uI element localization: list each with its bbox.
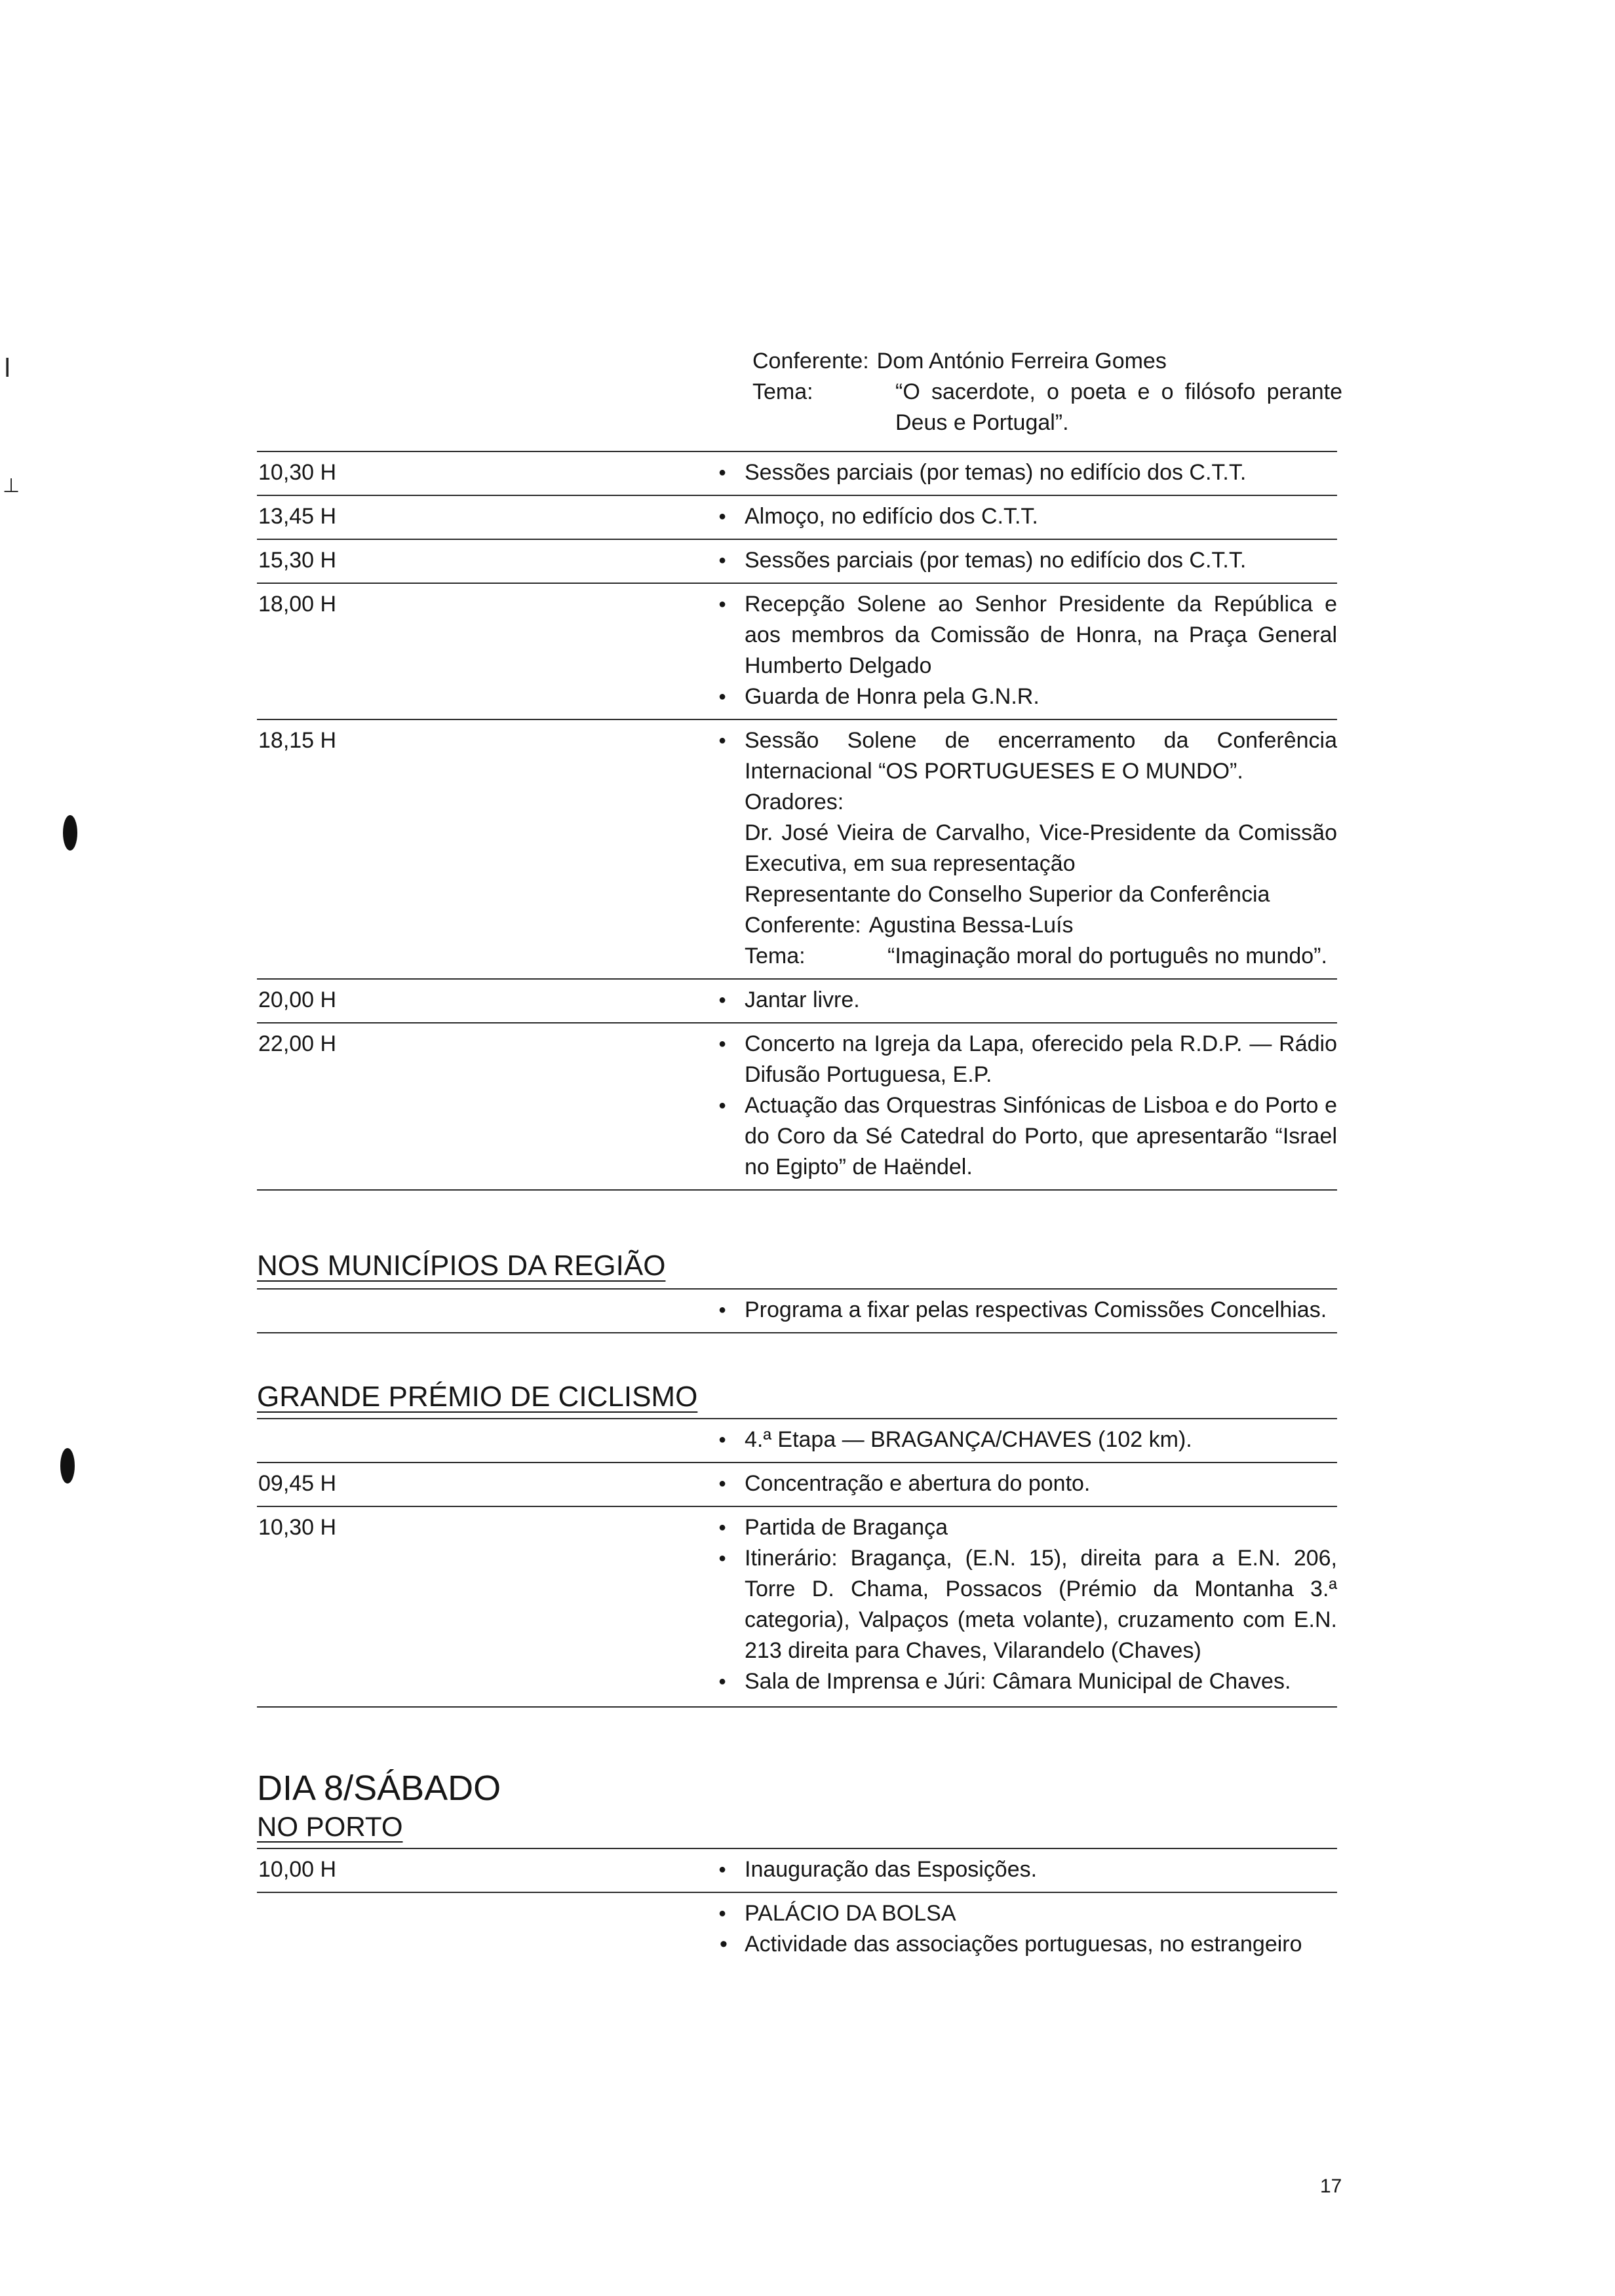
- time-label: 10,30 H: [258, 1515, 337, 1540]
- list-item: ● Jantar livre.: [716, 985, 1337, 1016]
- tema-value: “O sacerdote, o poeta e o filósofo perante Deus e Portugal”.: [895, 379, 1342, 435]
- divider: [257, 1189, 1337, 1191]
- time-label: 15,30 H: [258, 548, 337, 573]
- time-label: 10,00 H: [258, 1857, 337, 1882]
- list-item: ● Programa a fixar pelas respectivas Comissões Concelhias.: [716, 1295, 1337, 1326]
- time-label: 09,45 H: [258, 1471, 337, 1496]
- list-item: ● Almoço, no edifício dos C.T.T.: [716, 501, 1337, 532]
- schedule-row: [257, 451, 1337, 495]
- section-heading-municipios: NOS MUNICÍPIOS DA REGIÃO: [257, 1250, 666, 1282]
- municipios-section: [257, 1288, 1337, 1333]
- tema-label: Tema:: [745, 944, 806, 968]
- time-label: 13,45 H: [258, 504, 337, 529]
- schedule-row: [257, 1506, 1337, 1704]
- time-label: 18,00 H: [258, 592, 337, 617]
- tema-value: “Imaginação moral do português no mundo”.: [887, 944, 1327, 968]
- tema-line: [745, 941, 1337, 972]
- schedule-row: [257, 1848, 1337, 1892]
- tema-label: Tema:: [752, 379, 813, 404]
- divider: [257, 1332, 1337, 1333]
- divider: [257, 1706, 1337, 1708]
- list-item: ● 4.ª Etapa — BRAGANÇA/CHAVES (102 km).: [716, 1425, 1337, 1455]
- orador-entry: Representante do Conselho Superior da Conferência: [745, 882, 1270, 907]
- page-number: 17: [1320, 2175, 1342, 2197]
- conferente-label: Conferente:: [752, 349, 869, 373]
- list-item: ● Sessões parciais (por temas) no edifício dos C.T.T.: [716, 457, 1337, 488]
- list-item: ● Concentração e abertura do ponto.: [716, 1468, 1337, 1499]
- hole-punch-mark: [60, 1448, 75, 1483]
- intro-conferente: [752, 346, 1342, 377]
- margin-tick-mark: ǀ: [4, 354, 11, 383]
- schedule-row: [257, 495, 1337, 539]
- conferente-line: [745, 910, 1337, 941]
- list-item: ● Sala de Imprensa e Júri: Câmara Municipal de Chaves.: [716, 1666, 1337, 1697]
- schedule-row: [257, 719, 1337, 978]
- schedule-row: [257, 583, 1337, 719]
- time-label: 20,00 H: [258, 987, 337, 1012]
- section-heading-ciclismo: GRANDE PRÉMIO DE CICLISMO: [257, 1381, 698, 1413]
- list-item: ● PALÁCIO DA BOLSA: [716, 1898, 1337, 1929]
- conferente-value: Dom António Ferreira Gomes: [876, 349, 1167, 373]
- item-text: ● Sessão Solene de encerramento da Conferência Internacional “OS PORTUGUESES E O MUNDO”.: [745, 728, 1337, 784]
- margin-tick-mark: ⊥: [3, 475, 20, 497]
- intro-tema: [752, 377, 1342, 438]
- ciclismo-section: [257, 1418, 1337, 1708]
- schedule-row: [257, 1892, 1337, 1966]
- schedule-row: [257, 1288, 1337, 1332]
- list-item: ● Guarda de Honra pela G.N.R.: [716, 681, 1337, 712]
- list-item: • Actividade das associações portuguesas, no estrangeiro: [716, 1929, 1337, 1960]
- section-heading-porto: NO PORTO: [257, 1811, 403, 1842]
- list-item: ● Recepção Solene ao Senhor Presidente da República e aos membros da Comissão de Honra, na Praça General Humberto Delgado: [716, 589, 1337, 681]
- oradores-label: Oradores:: [745, 790, 844, 814]
- list-item: ● Partida de Bragança: [716, 1512, 1337, 1543]
- schedule-row: [257, 1022, 1337, 1189]
- intro-block: [752, 346, 1342, 438]
- time-label: 22,00 H: [258, 1031, 337, 1056]
- time-label: 18,15 H: [258, 728, 337, 753]
- schedule-row: [257, 978, 1337, 1022]
- time-label: 10,30 H: [258, 460, 337, 485]
- list-item: ● Sessões parciais (por temas) no edifício dos C.T.T.: [716, 545, 1337, 576]
- hole-punch-mark: [63, 815, 77, 851]
- list-item: ● Itinerário: Bragança, (E.N. 15), direita para a E.N. 206, Torre D. Chama, Possacos (Prémio da Montanha 3.ª categoria), Valpaços (meta volante), cruzamento com E.N. 213 direita para Chaves, Vilarandelo (Chaves): [716, 1543, 1337, 1666]
- conferente-label: Conferente:: [745, 913, 861, 938]
- list-item: ● Inauguração das Esposições.: [716, 1854, 1337, 1885]
- orador-entry: Dr. José Vieira de Carvalho, Vice-Presidente da Comissão Executiva, em sua representação: [745, 820, 1337, 876]
- list-item: ● Actuação das Orquestras Sinfónicas de Lisboa e do Porto e do Coro da Sé Catedral do Porto, que apresentarão “Israel no Egipto” de Haëndel.: [716, 1090, 1337, 1183]
- schedule-row: [257, 1462, 1337, 1506]
- porto-section: [257, 1848, 1337, 1966]
- list-item: [716, 725, 1337, 972]
- day-title: DIA 8/SÁBADO: [257, 1769, 501, 1808]
- list-item: ● Concerto na Igreja da Lapa, oferecido pela R.D.P. — Rádio Difusão Portuguesa, E.P.: [716, 1029, 1337, 1090]
- conferente-value: Agustina Bessa-Luís: [868, 913, 1074, 938]
- schedule-row: [257, 539, 1337, 583]
- schedule-section-1: [257, 451, 1337, 1191]
- schedule-row: [257, 1418, 1337, 1462]
